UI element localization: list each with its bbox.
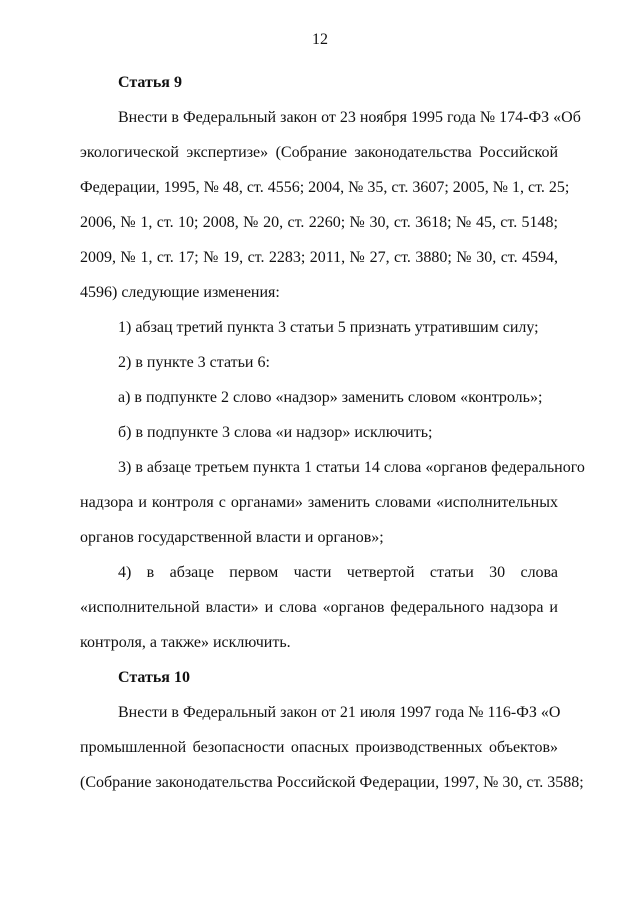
article-9-item-3-line-1: 3) в абзаце третьем пункта 1 статьи 14 слова «органов федерального [118, 459, 585, 476]
document-body [80, 65, 585, 800]
article-9-item-1: 1) абзац третий пункта 3 статьи 5 признать утратившим силу; [118, 319, 539, 336]
article-10-intro-line-2: промышленной безопасности опасных производственных объектов» [80, 739, 558, 756]
article-10-heading: Статья 10 [118, 669, 190, 686]
article-9-intro-line-6: 4596) следующие изменения: [80, 284, 280, 301]
article-9-intro-line-4: 2006, № 1, ст. 10; 2008, № 20, ст. 2260; № 30, ст. 3618; № 45, ст. 5148; [80, 214, 558, 231]
article-9-heading: Статья 9 [118, 74, 182, 91]
article-9-item-4-line-3: контроля, а также» исключить. [80, 634, 291, 651]
article-9-intro-line-5: 2009, № 1, ст. 17; № 19, ст. 2283; 2011, № 27, ст. 3880; № 30, ст. 4594, [80, 249, 558, 266]
article-9-item-4-line-2: «исполнительной власти» и слова «органов федерального надзора и [80, 599, 558, 616]
article-9-item-4-line-1: 4) в абзаце первом части четвертой статьи 30 слова [118, 564, 558, 581]
article-9-item-2: 2) в пункте 3 статьи 6: [118, 354, 270, 371]
article-9-item-2a: а) в подпункте 2 слово «надзор» заменить словом «контроль»; [118, 389, 543, 406]
article-9-intro-line-3: Федерации, 1995, № 48, ст. 4556; 2004, № 35, ст. 3607; 2005, № 1, ст. 25; [80, 179, 570, 196]
page-number: 12 [312, 31, 328, 48]
article-9-intro-line-2: экологической экспертизе» (Собрание законодательства Российской [80, 144, 558, 161]
article-9-item-3-line-3: органов государственной власти и органов»; [80, 529, 384, 546]
article-9-item-3-line-2: надзора и контроля с органами» заменить словами «исполнительных [80, 494, 558, 511]
article-9-item-2b: б) в подпункте 3 слова «и надзор» исключить; [118, 424, 433, 441]
article-9-intro-line-1: Внести в Федеральный закон от 23 ноября 1995 года № 174-ФЗ «Об [118, 109, 581, 126]
article-10-intro-line-3: (Собрание законодательства Российской Федерации, 1997, № 30, ст. 3588; [80, 774, 584, 791]
article-10-intro-line-1: Внести в Федеральный закон от 21 июля 1997 года № 116-ФЗ «О [118, 704, 561, 721]
